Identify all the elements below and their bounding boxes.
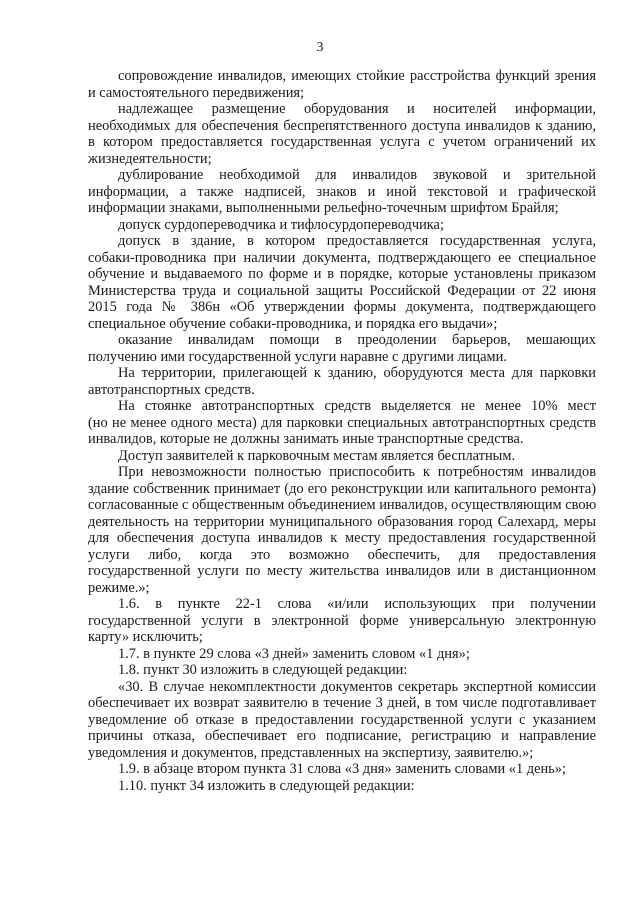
text-line: деятельность на территории муниципального образования город Салехард, меры <box>88 513 596 530</box>
text-line: допуск сурдопереводчика и тифлосурдопереводчика; <box>118 216 444 233</box>
text-line: в котором предоставляется государственная услуга с учетом ограничений их <box>88 134 596 150</box>
text-line: уведомления и документов, представленных на экспертизу, заявителю.»; <box>88 744 534 761</box>
text-line: услуги либо, когда это возможно обеспечить, для предоставления <box>88 546 596 563</box>
text-line: информации знаками, выполненными рельефно-точечным шрифтом Брайля; <box>88 200 559 216</box>
text-line: обеспечивает их возврат заявителю в течение 3 дней, в том числе подготавливает <box>88 695 596 711</box>
text-line: согласованные с общественным объединением инвалидов, осуществляющим свою <box>88 497 597 513</box>
text-line: (но не менее одного места) для парковки специальных автотранспортных средств <box>88 414 596 431</box>
text-line: автотранспортных средств. <box>88 381 255 398</box>
text-line: собаки-проводника при наличии документа, подтверждающего ее специальное <box>88 249 596 266</box>
text-line: сопровождение инвалидов, имеющих стойкие расстройства функций зрения <box>118 68 596 84</box>
text-line: 1.9. в абзаце втором пункта 31 слова «3 дня» заменить словами «1 день»; <box>118 761 566 777</box>
text-line: 1.6. в пункте 22-1 слова «и/или использующих при получении <box>118 596 596 612</box>
text-line: здание собственник принимает (до его реконструкции или капитального ремонта) <box>88 480 596 497</box>
text-line: Министерства труда и социальной защиты Российской Федерации от 22 июня <box>88 282 596 299</box>
page-number: 3 <box>316 40 324 55</box>
text-line: надлежащее размещение оборудования и носителей информации, <box>118 101 596 117</box>
text-line: оказание инвалидам помощи в преодолении барьеров, мешающих <box>118 332 596 348</box>
text-line: обучение и выдаваемого по форме и в порядке, которые установлены приказом <box>88 266 596 282</box>
text-line: допуск в здание, в котором предоставляется государственная услуга, <box>118 233 596 249</box>
text-line: режиме.»; <box>88 579 150 596</box>
text-line: и самостоятельного передвижения; <box>88 84 305 101</box>
text-line: 1.10. пункт 34 изложить в следующей редакции: <box>118 777 415 794</box>
text-line: получению ими государственной услуги наравне с другими лицами. <box>88 348 507 365</box>
text-line: государственной услуги по месту жительства инвалидов или в дистанционном <box>88 563 596 579</box>
text-line: государственной услуги в электронной форме универсальную электронную <box>88 612 596 629</box>
document-body <box>88 68 596 794</box>
text-line: При невозможности полностью приспособить к потребностям инвалидов <box>118 464 596 480</box>
text-line: 1.8. пункт 30 изложить в следующей редакции: <box>118 662 408 678</box>
text-line: 1.7. в пункте 29 слова «3 дней» заменить словом «1 дня»; <box>118 645 470 662</box>
text-line: Доступ заявителей к парковочным местам является бесплатным. <box>118 447 516 464</box>
text-line: карту» исключить; <box>88 629 203 645</box>
text-line: На стоянке автотранспортных средств выделяется не менее 10% мест <box>118 398 596 414</box>
text-line: инвалидов, которые не должны занимать иные транспортные средства. <box>88 431 524 447</box>
text-line: информации, а также надписей, знаков и иной текстовой и графической <box>88 183 596 200</box>
text-line: На территории, прилегающей к зданию, оборудуются места для парковки <box>118 365 596 381</box>
text-line: 2015 года № 386н «Об утверждении формы документа, подтверждающего <box>88 299 596 315</box>
text-line: жизнедеятельности; <box>88 150 212 167</box>
text-line: дублирование необходимой для инвалидов звуковой и зрительной <box>118 167 596 183</box>
text-line: специальное обучение собаки-проводника, и порядка его выдачи»; <box>88 315 498 332</box>
text-line: «30. В случае некомплектности документов секретарь экспертной комиссии <box>118 678 596 695</box>
text-line: для обеспечения доступа инвалидов к месту предоставления государственной <box>88 530 596 546</box>
text-line: причины отказа, обеспечивает его подписание, регистрацию и направление <box>88 728 596 744</box>
text-line: уведомление об отказе в предоставлении государственной услуги с указанием <box>88 711 596 728</box>
text-line: необходимых для обеспечения беспрепятственного доступа инвалидов к зданию, <box>88 117 596 134</box>
